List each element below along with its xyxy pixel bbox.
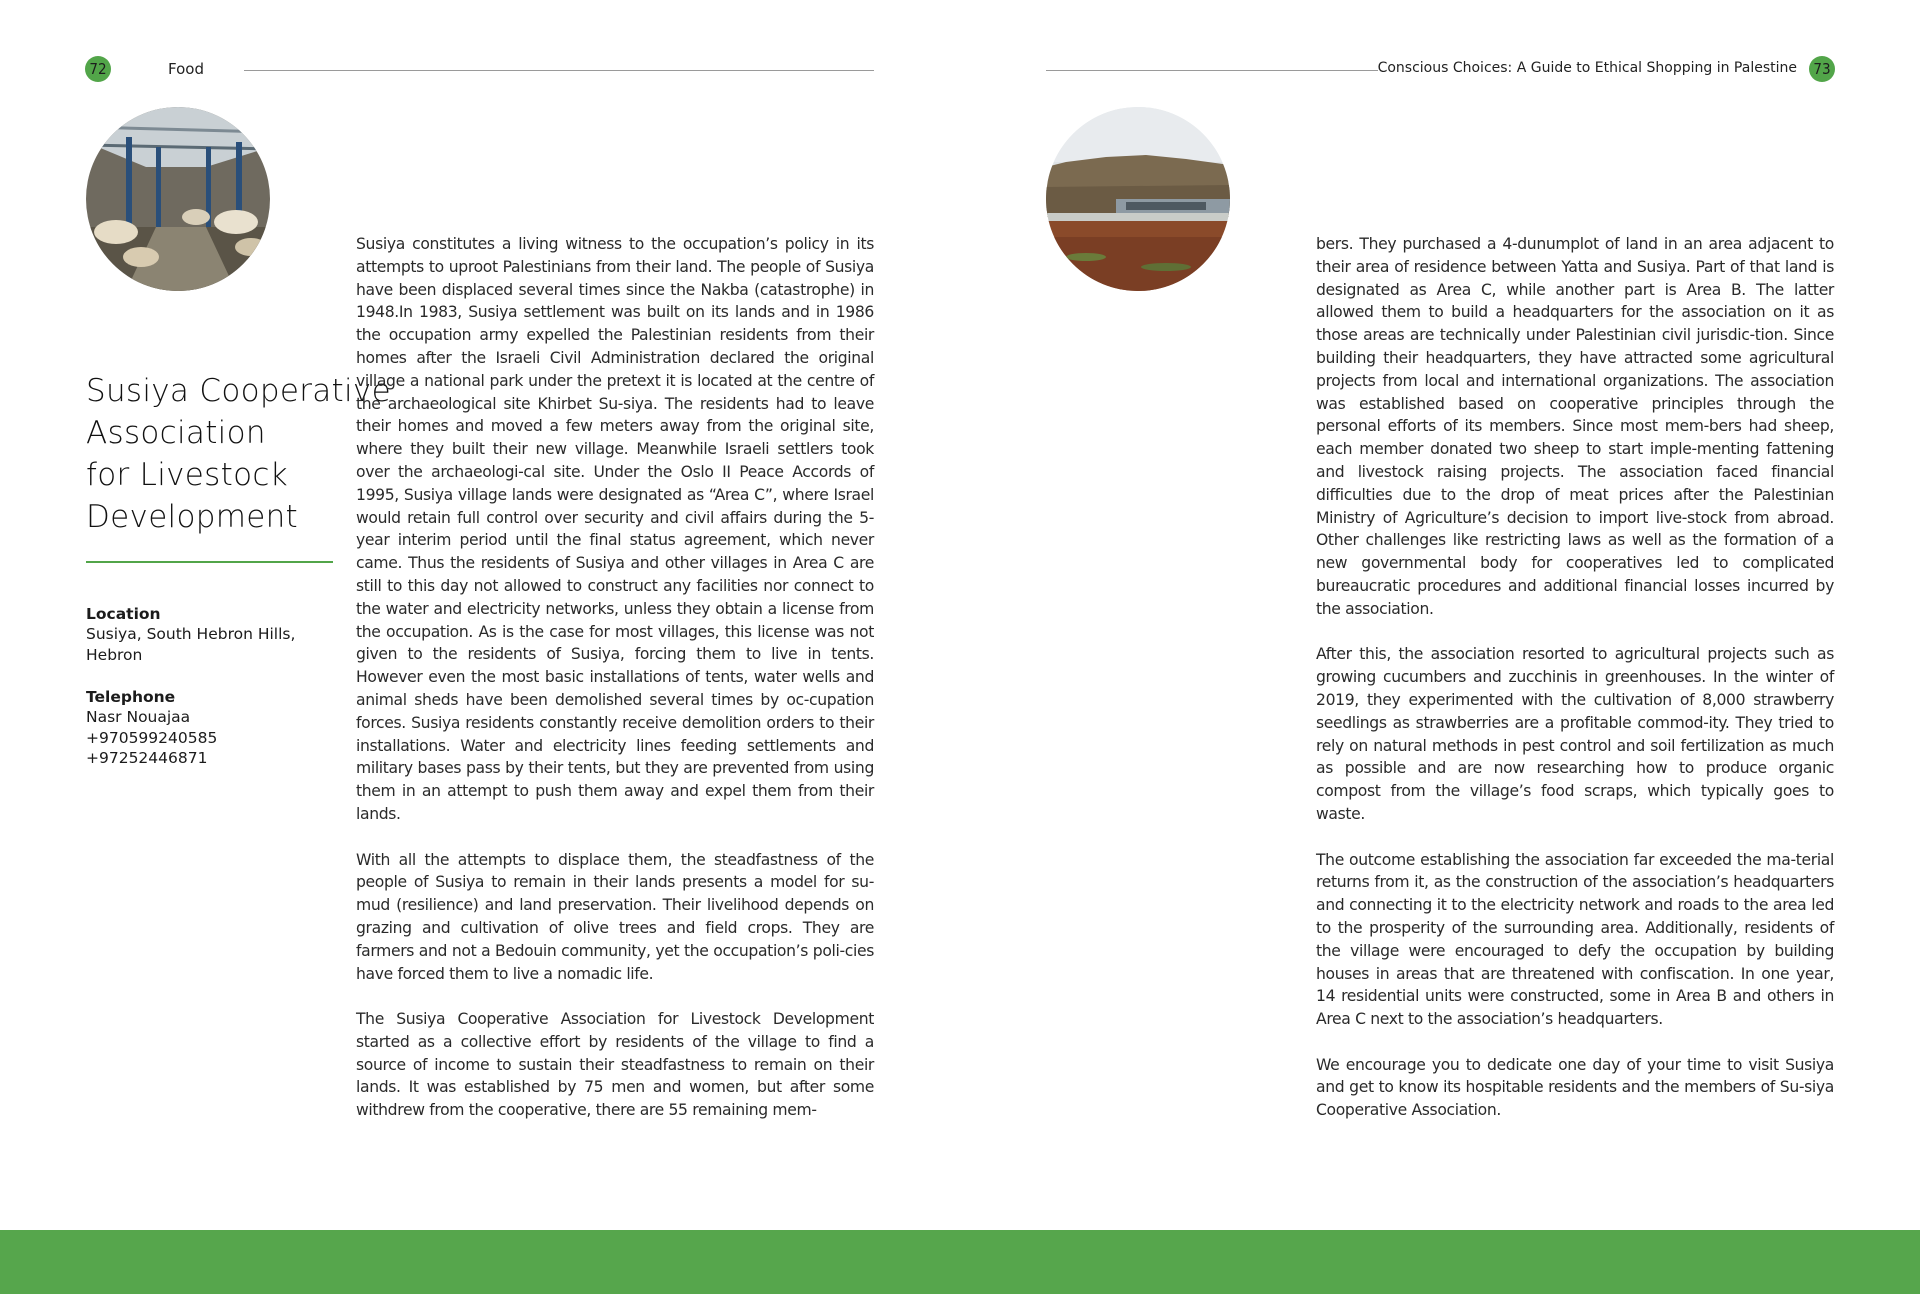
body-paragraph: After this, the association resorted to agricultural projects such as growing cucumbers and zucchinis in greenhouses. In the winter of 2019, they experimented with the cultivation of 8,000 strawberry seedlings as strawberries are a profitable commod-ity. They tried to rely on natural methods in pest control and soil fertilization as much as possible and are now researching how to produce organic compost from the village’s food scraps, which typically goes to waste.	[1316, 645, 1834, 823]
farm-building-landscape-photo	[1046, 107, 1230, 291]
right-body-text	[1316, 233, 1834, 1122]
telephone-label: Telephone	[86, 688, 176, 706]
body-paragraph: The Susiya Cooperative Association for Livestock Development started as a collective effort by residents of the village to find a source of income to sustain their steadfastness to remain on their lands. It was established by 75 men and women, but after some withdrew from the cooperative, there are 55 remaining mem-	[356, 1010, 874, 1120]
page-number-right: 73	[1809, 56, 1835, 82]
location-value: Susiya, South Hebron Hills,	[86, 625, 296, 643]
left-body-text	[356, 233, 874, 1122]
body-paragraph: The outcome establishing the association far exceeded the ma-terial returns from it, as the construction of the association’s headquarters and connecting it to the electricity network and roads to the area led to the prosperity of the surrounding area. Additionally, residents of the village were encouraged to defy the occupation by building houses in areas that are threatened with confiscation. In one year, 14 residential units were constructed, some in Area B and others in Area C next to the association’s headquarters.	[1316, 850, 1834, 1029]
location-value: Hebron	[86, 645, 143, 664]
running-head-left: Food	[168, 60, 204, 78]
phone-number: +970599240585	[86, 728, 218, 747]
contact-info	[86, 604, 306, 769]
cooperative-title	[86, 370, 391, 538]
header-rule-left	[244, 70, 874, 71]
footer-color-bar	[0, 1230, 1920, 1294]
sheep-barn-photo	[86, 107, 270, 291]
title-line: Association	[86, 415, 266, 451]
phone-number: +97252446871	[86, 749, 208, 767]
body-paragraph: With all the attempts to displace them, the steadfastness of the people of Susiya to remain in their lands presents a model for su-mud (resilience) and land preservation. Their livelihood depends on grazing and cultivation of olive trees and field crops. They are farmers and not a Bedouin community, yet the occupation’s poli-cies have forced them to live a nomadic life.	[356, 850, 874, 983]
title-line: for Livestock	[86, 457, 288, 493]
body-paragraph: Susiya constitutes a living witness to the occupation’s policy in its attempts to uproot Palestinians from their land. The people of Susiya have been displaced several times since the Nakba (catastrophe) in 1948.In 1983, Susiya settlement was built on its lands and in 1986 the occupation army expelled the Palestinian residents from their homes after the Israeli Civil Administration declared the original village a national park under the pretext it is located at the centre of the archaeological site Khirbet Su-siya. The residents had to leave their homes and moved a few meters away from the original site, where they built their new village. Meanwhile Israeli settlers took over the archaeologi-cal site. Under the Oslo II Peace Accords of 1995, Susiya village lands were designated as “Area C”, where Israel would retain full control over security and civil affairs during the 5-year interim period until the final status agreement, which never came. Thus the residents of Susiya and other villages in Area C are still to this day not allowed to construct any facilities nor connect to the water and electricity networks, unless they obtain a license from the occupation. As is the case for most villages, this license was not given to the residents of Susiya, forcing them to live in tents. However even the most basic installations of tents, water wells and animal sheds have been demolished several times by oc-cupation forces. Susiya residents constantly receive demolition orders to their installations. Water and electricity lines feeding settlements and military bases pass by their tents, but they are prevented from using them in an attempt to push them away and expel them from their lands.	[356, 235, 874, 823]
running-head-right: Conscious Choices: A Guide to Ethical Shopping in Palestine	[1377, 60, 1797, 76]
title-line: Development	[86, 499, 298, 535]
contact-name: Nasr Nouajaa	[86, 708, 191, 726]
title-line: Susiya Cooperative	[86, 373, 391, 409]
title-underline	[86, 561, 333, 563]
body-paragraph: bers. They purchased a 4-dunumplot of land in an area adjacent to their area of residence between Yatta and Susiya. Part of that land is designated as Area C, while another part is Area B. The latter allowed them to build a headquarters for the association on it as those areas are technically under Palestinian civil jurisdic-tion. Since building their headquarters, they have attracted some agricultural projects from local and international organizations. The association was established based on cooperative principles through the personal efforts of its members. Since most mem-bers had sheep, each member donated two sheep to start imple-menting fattening and livestock raising projects. The association faced financial difficulties due to the drop of meat prices after the Palestinian Ministry of Agriculture’s decision to import live-stock from abroad. Other challenges like restricting laws as well as the formation of a new governmental body for cooperatives led to complicated bureaucratic procedures and additional financial losses incurred by the association.	[1316, 235, 1834, 618]
location-label: Location	[86, 605, 161, 623]
page-number-left: 72	[85, 56, 111, 82]
body-paragraph: We encourage you to dedicate one day of your time to visit Susiya and get to know its hospitable residents and the members of Su-siya Cooperative Association.	[1316, 1055, 1834, 1120]
header-rule-right	[1046, 70, 1378, 71]
